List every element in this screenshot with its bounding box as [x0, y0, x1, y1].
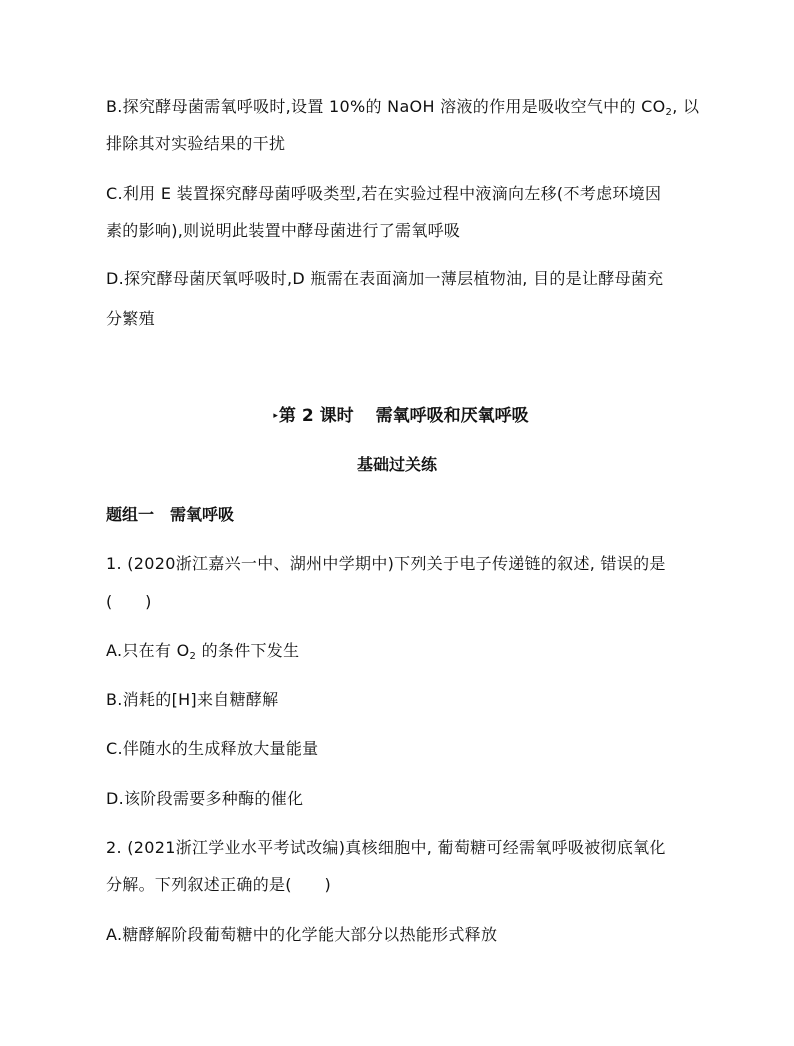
option-a-tail: 的条件下发生 [196, 641, 300, 660]
section-title: 需氧呼吸和厌氧呼吸 [375, 406, 529, 426]
option-b-line-2: 排除其对实验结果的干扰 [106, 134, 286, 153]
question-1-stem-line-2: ( ) [106, 592, 152, 611]
option-b-tail: , 以 [672, 97, 700, 116]
section-marker-icon: ▸ [273, 411, 278, 421]
subscript-2: 2 [665, 107, 673, 118]
group-title: 题组一 需氧呼吸 [106, 505, 235, 524]
question-1-option-d: D.该阶段需要多种酶的催化 [106, 789, 304, 808]
lesson-number: 第 2 课时 [278, 406, 354, 426]
question-1-option-a [106, 641, 299, 661]
subsection-title: 基础过关练 [356, 455, 437, 474]
question-1-option-c: C.伴随水的生成释放大量能量 [106, 739, 319, 758]
question-1-option-b: B.消耗的[H]来自糖酵解 [106, 690, 279, 709]
option-b-line-1 [106, 97, 699, 117]
option-c-line-1: C.利用 E 装置探究酵母菌呼吸类型,若在实验过程中液滴向左移(不考虑环境因 [106, 184, 662, 203]
question-1-stem-line-1: 1. (2020浙江嘉兴一中、湖州中学期中)下列关于电子传递链的叙述, 错误的是 [106, 554, 666, 573]
option-d-line-1: D.探究酵母菌厌氧呼吸时,D 瓶需在表面滴加一薄层植物油, 目的是让酵母菌充 [106, 269, 664, 288]
subscript-2: 2 [189, 651, 197, 662]
option-c-line-2: 素的影响),则说明此装置中酵母菌进行了需氧呼吸 [106, 221, 461, 240]
question-2-option-a: A.糖酵解阶段葡萄糖中的化学能大部分以热能形式释放 [106, 925, 498, 944]
option-d-line-2: 分繁殖 [106, 309, 155, 328]
option-b-text: B.探究酵母菌需氧呼吸时,设置 10%的 NaOH 溶液的作用是吸收空气中的 CO [106, 97, 666, 116]
section-heading [0, 405, 794, 427]
question-2-stem-line-2: 分解。下列叙述正确的是( ) [106, 875, 331, 894]
option-a-text: A.只在有 O [106, 641, 190, 660]
question-2-stem-line-1: 2. (2021浙江学业水平考试改编)真核细胞中, 葡萄糖可经需氧呼吸被彻底氧化 [106, 838, 666, 857]
